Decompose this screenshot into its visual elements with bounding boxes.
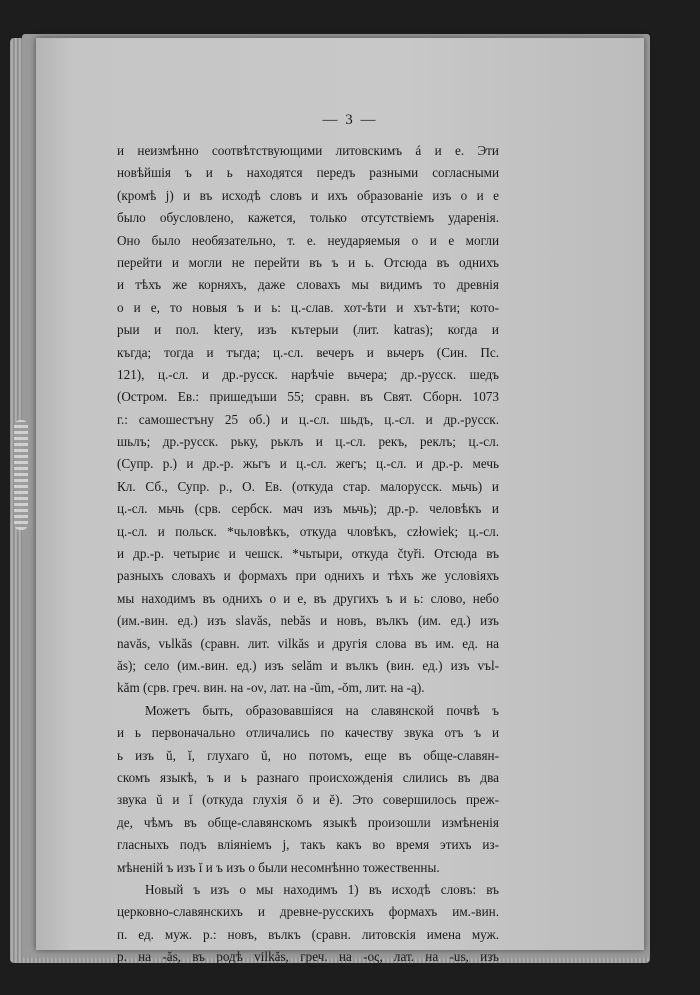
text-line: ц.-сл. мьчь (срв. сербск. мач изъ мьчь); др.-р. человѣкъ и — [117, 501, 499, 517]
text-line: ц.-сл. и польск. *чьловѣкъ, откуда чловѣкъ, człowiek; ц.-сл. — [117, 523, 499, 539]
text-line: Оно было необязательно, т. е. неударяемыя o и e могли — [117, 232, 499, 248]
text-line: и ь первоначально отличались по качеству звука отъ ъ и — [117, 725, 499, 741]
body-text — [117, 140, 499, 968]
text-line: рыи и пол. ktery, изъ кътерыи (лит. katras); когда и — [117, 322, 499, 338]
text-line: мы находимъ въ однихъ o и e, въ другихъ ъ и ь: слово, небо — [117, 590, 499, 606]
binding-thread — [14, 420, 28, 530]
text-line: было обусловлено, кажется, только отсутствіемъ ударенія. — [117, 210, 499, 226]
text-line: и др.-р. четыриє и чешск. *чьтыри, откуда čtyři. Отсюда въ — [117, 546, 499, 562]
text-line: гласныхъ подъ вліяніемъ j, такъ какъ во время этихъ из- — [117, 837, 499, 853]
text-line: п. ед. муж. р.: новъ, вълкъ (сравн. литовскія имена муж. — [117, 926, 499, 942]
text-line: церковно-славянскихъ и древне-русскихъ формахъ им.-вин. — [117, 904, 499, 920]
text-line: г.: самошестъну 25 об.) и ц.-сл. шьдъ, ц.-сл. и др.-русск. — [117, 411, 499, 427]
text-line: де, чѣмъ въ обще-славянскомъ языкѣ произошли измѣненія — [117, 814, 499, 830]
text-line: (Остром. Ев.: пришедъши 55; сравн. въ Свят. Сборн. 1073 — [117, 389, 499, 405]
text-line: ь изъ ŭ, ĭ, глухаго ŭ, но потомъ, еще въ обще-славян- — [117, 747, 499, 763]
text-line: новѣйшія ъ и ь находятся передъ разными согласными — [117, 165, 499, 181]
text-line: скомъ языкѣ, ъ и ь разнаго происхожденія слились въ два — [117, 769, 499, 785]
text-line: Кл. Сб., Супр. р., О. Ев. (откуда стар. малорусск. мьчь) и — [117, 478, 499, 494]
text-line: Новый ъ изъ o мы находимъ 1) въ исходѣ словъ: въ — [145, 881, 499, 897]
text-line: ăs); село (им.-вин. ед.) изъ selăm и вълкъ (вин. ед.) изъ vъl- — [117, 657, 499, 673]
text-line: перейти и могли не перейти въ ъ и ь. Отсюда въ однихъ — [117, 254, 499, 270]
text-line: (им.-вин. ед.) изъ slavăs, nebăs и новъ, вълкъ (им. ед.) изъ — [117, 613, 499, 629]
text-line: kăm (срв. греч. вин. на -ον, лат. на -ŭm, -ŏm, лит. на -ą). — [117, 680, 425, 696]
page-number: — 3 — — [322, 112, 378, 128]
text-line: o и e, то новыя ъ и ь: ц.-слав. хот-ѣти и хът-ѣти; кото- — [117, 299, 499, 315]
text-line: (кромѣ j) и въ исходѣ словъ и ихъ образованіе изъ o и e — [117, 187, 499, 203]
text-line: navăs, vьlkăs (сравн. лит. vilkăs и другія слова въ им. ед. на — [117, 635, 499, 651]
text-line: и тѣхъ же корняхъ, даже словахъ мы видимъ то древнія — [117, 277, 499, 293]
text-line: р. на -ăs, въ родѣ vilkăs, греч. на -ος, лат. на -us, изъ — [117, 949, 499, 965]
text-line: звука ŭ и ĭ (откуда глухія ŏ и ĕ). Это совершилось преж- — [117, 792, 499, 808]
text-line: шьлъ; др.-русск. рьку, рьклъ и ц.-сл. рекъ, реклъ; ц.-сл. — [117, 434, 499, 450]
text-line: Можетъ быть, образовавшіяся на славянской почвѣ ъ — [145, 702, 499, 718]
text-line: 121), ц.-сл. и др.-русск. нарѣчіе вьчера; др.-русск. шедъ — [117, 366, 499, 382]
text-line: мѣненій ъ изъ ĭ и ъ изъ o были несомнѣнно тожественны. — [117, 859, 440, 875]
text-line: разныхъ словахъ и формахъ при однихъ и тѣхъ же условіяхъ — [117, 568, 499, 584]
text-line: (Супр. р.) и др.-р. жьгъ и ц.-сл. жегъ; ц.-сл. и др.-р. мечь — [117, 456, 499, 472]
text-line: и неизмѣнно соотвѣтствующими литовскимъ á и e. Эти — [117, 143, 499, 158]
text-line: къгда; тогда и тъгда; ц.-сл. вечеръ и вьчеръ (Син. Пс. — [117, 344, 499, 360]
